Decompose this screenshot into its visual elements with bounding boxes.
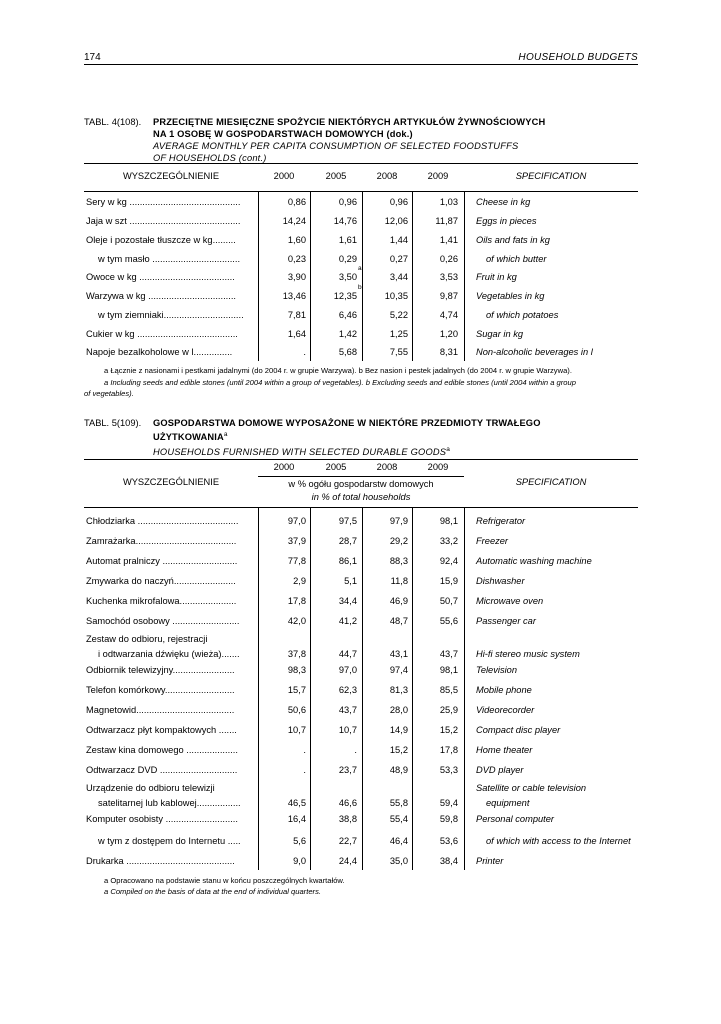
table5-row [84, 834, 638, 852]
table5-row [84, 663, 638, 681]
table5-row-spec: Freezer [476, 536, 509, 546]
table5-row-spec: Videorecorder [476, 705, 535, 715]
table4-row-name: w tym ziemniaki............................... [98, 310, 244, 320]
table5-row-name: Zestaw kina domowego .................... [86, 745, 238, 755]
table5-value-2000: 46,5 [287, 798, 306, 808]
table4-row-spec: Sugar in kg [476, 329, 524, 339]
table5-value-2009: 53,6 [439, 836, 458, 846]
table4-year-2009: 2009 [427, 171, 449, 181]
table5-value-2005: 62,3 [338, 685, 357, 695]
table4-value-2005: 1,42 [338, 329, 357, 339]
table5-year-2005: 2005 [325, 462, 347, 472]
table4-value-2000: 0,86 [287, 197, 306, 207]
table5-row [84, 514, 638, 532]
table4-title-en-1: AVERAGE MONTHLY PER CAPITA CONSUMPTION OF SELECTED FOODSTUFFS [153, 141, 519, 151]
table4-value-2005: 0,29 [338, 254, 357, 264]
table5-row-name-cont: satelitarnej lub kablowej................. [98, 798, 241, 808]
table5-value-2005: 97,0 [338, 665, 357, 675]
table5-value-2000: 10,7 [287, 725, 306, 735]
table4-title-pl-2: NA 1 OSOBĘ W GOSPODARSTWACH DOMOWYCH (dok.) [153, 129, 413, 139]
table5-row [84, 763, 638, 781]
table5-value-2009: 59,8 [439, 814, 458, 824]
table5-title-sup: a [223, 431, 228, 438]
table5-year-2009: 2009 [427, 462, 449, 472]
table4-value-2008: 7,55 [389, 347, 408, 357]
table5-row-spec: Microwave oven [476, 596, 544, 606]
table5-value-2000: 15,7 [287, 685, 306, 695]
table5-row-spec-cont: equipment [486, 798, 530, 808]
table5-value-2000: 42,0 [287, 616, 306, 626]
table4-value-2005: 1,61 [338, 235, 357, 245]
table5-header-rule [84, 507, 638, 508]
table4-value-2009: 1,41 [439, 235, 458, 245]
table5-row-spec: Refrigerator [476, 516, 526, 526]
table4-row-name: Owoce w kg ..................................... [86, 272, 235, 282]
table4-footnote-en-2: of vegetables). [84, 389, 134, 398]
table4-label: TABL. 4(108). [84, 117, 142, 127]
table5-value-2005: 10,7 [338, 725, 357, 735]
table4-value-2005: 12,35 [333, 291, 357, 301]
table4-year-2005: 2005 [325, 171, 347, 181]
table4-row: Warzywa w kg .................................. 13,46 12,35 b 10,35 9,87 Vegetables in kg [86, 284, 545, 301]
table4-value-2000: 1,60 [287, 235, 306, 245]
table5-value-2008: 29,2 [389, 536, 408, 546]
table5-value-2005: 43,7 [338, 705, 357, 715]
table5-row-spec: Satellite or cable television [476, 783, 587, 793]
table5-value-2008: 46,4 [389, 836, 408, 846]
table5-row-name-cont: i odtwarzania dźwięku (wieża)....... [98, 649, 240, 659]
table4-title-pl-1: PRZECIĘTNE MIESIĘCZNE SPOŻYCIE NIEKTÓRYCH ARTYKUŁÓW ŻYWNOŚCIOWYCH [153, 117, 546, 127]
table5-value-2009: 15,2 [439, 725, 458, 735]
table4-value-2009: 9,87 [439, 291, 458, 301]
table4-value-2008: 12,06 [384, 216, 408, 226]
table5-value-2008: 15,2 [389, 745, 408, 755]
table5-value-2005: 28,7 [338, 536, 357, 546]
table4-footnote-pl: a Łącznie z nasionami i pestkami jadalnymi (do 2004 r. w grupie Warzywa). b Bez nasion i pestek jadalnych (do 2004 r. w grupie Warzywa). [104, 366, 572, 375]
table5-label: TABL. 5(109). [84, 418, 142, 428]
table5-value-2008: 48,9 [389, 765, 408, 775]
table5-row [84, 594, 638, 612]
table5-row [84, 743, 638, 761]
table4-row-name: Sery w kg ........................................... [86, 197, 241, 207]
table5-value-2005: 24,4 [338, 856, 357, 866]
table4-row-spec: Eggs in pieces [476, 216, 537, 226]
table5-row-name: Drukarka .......................................... [86, 856, 235, 866]
table5-row-spec: Printer [476, 856, 504, 866]
table4-value-2008: 5,22 [389, 310, 408, 320]
table5-value-2008: 28,0 [389, 705, 408, 715]
table5-value-2008: 43,1 [389, 649, 408, 659]
table5-value-2009: 43,7 [439, 649, 458, 659]
table5-row [84, 632, 638, 665]
table5-row-name: Automat pralniczy ............................. [86, 556, 238, 566]
table4-row-spec: of which butter [486, 254, 547, 264]
table4-col-label: WYSZCZEGÓLNIENIE [122, 171, 220, 181]
table4-value-2000: . [303, 347, 306, 357]
table4-row-name: Warzywa w kg .................................. [86, 291, 236, 301]
table4-value-2000: 1,64 [287, 329, 306, 339]
table5-row-name: Odtwarzacz płyt kompaktowych ....... [86, 725, 237, 735]
table4-top-rule [84, 163, 638, 164]
table5-value-2009: 33,2 [439, 536, 458, 546]
table5-value-2009: 98,1 [439, 665, 458, 675]
table5-value-2005: 41,2 [338, 616, 357, 626]
table5-value-2000: 77,8 [287, 556, 306, 566]
table5-row-spec: Home theater [476, 745, 533, 755]
table5-year-rule [258, 476, 464, 477]
table5-row-name: Komputer osobisty ............................ [86, 814, 238, 824]
table5-row [84, 723, 638, 741]
table5-row [84, 554, 638, 572]
table5-value-2008: 88,3 [389, 556, 408, 566]
header-rule [84, 64, 638, 65]
table5-row-name: Odbiornik telewizyjny........................ [86, 665, 235, 675]
table5-row [84, 703, 638, 721]
table5-value-2009: 25,9 [439, 705, 458, 715]
table4-value-2005: 5,68 [338, 347, 357, 357]
table4-title-en-2: OF HOUSEHOLDS (cont.) [153, 153, 267, 163]
table5-value-2009: 85,5 [439, 685, 458, 695]
table4-value-2005: 6,46 [338, 310, 357, 320]
table5-value-2005: 86,1 [338, 556, 357, 566]
table5-row-spec: DVD player [476, 765, 524, 775]
table5-value-2009: 92,4 [439, 556, 458, 566]
table5-top-rule [84, 459, 638, 460]
table5-row [84, 854, 638, 872]
table5-value-2008: 35,0 [389, 856, 408, 866]
table5-row-name: Kuchenka mikrofalowa...................... [86, 596, 237, 606]
table4-row [84, 233, 638, 251]
table4-row-spec: of which potatoes [486, 310, 559, 320]
table4-row-name: Oleje i pozostałe tłuszcze w kg......... [86, 235, 236, 245]
table4-row [84, 327, 638, 345]
table4-row [84, 308, 638, 326]
table5-row [84, 574, 638, 592]
table5-value-2008: 55,4 [389, 814, 408, 824]
table4-row-name: Jaja w szt ........................................... [86, 216, 241, 226]
table5-row-name: Chłodziarka ....................................... [86, 516, 239, 526]
table4-value-2005: 3,50 [338, 272, 357, 282]
table4-row [84, 195, 638, 213]
table5-value-2008: 55,8 [389, 798, 408, 808]
table5-row [84, 683, 638, 701]
table5-value-2008: 14,9 [389, 725, 408, 735]
table5-value-2005: 44,7 [338, 649, 357, 659]
table5-row-name: Telefon komórkowy........................... [86, 685, 235, 695]
table5-value-2008: 11,8 [390, 576, 408, 586]
table5-row-spec: Hi-fi stereo music system [476, 649, 580, 659]
table5-row [84, 534, 638, 552]
table5-value-2009: 59,4 [439, 798, 458, 808]
table5-row-spec: Mobile phone [476, 685, 532, 695]
table4-value-2005: 14,76 [333, 216, 357, 226]
table4-value-2008: 1,44 [389, 235, 408, 245]
table4-value-2000: 13,46 [282, 291, 306, 301]
table5-row-spec: Automatic washing machine [476, 556, 592, 566]
table5-row-spec: Dishwasher [476, 576, 525, 586]
table4-row: Owoce w kg ..................................... 3,90 3,50 a 3,44 3,53 Fruit in kg [86, 265, 517, 282]
table5-year-2008: 2008 [376, 462, 398, 472]
table4-row-spec: Oils and fats in kg [476, 235, 550, 245]
table5-value-2008: 97,9 [389, 516, 408, 526]
table5-row-name: Magnetowid...................................... [86, 705, 235, 715]
table5-value-2005: 97,5 [338, 516, 357, 526]
table5-row-spec: Personal computer [476, 814, 555, 824]
table4-value-2000: 14,24 [282, 216, 306, 226]
table4-value-2008: 3,44 [389, 272, 408, 282]
table5-value-2000: 50,6 [287, 705, 306, 715]
table5-row-name: Zmywarka do naczyń........................ [86, 576, 236, 586]
table5-row-name: Zamrażarka....................................... [86, 536, 237, 546]
table4-value-2009: 0,26 [439, 254, 458, 264]
table5-value-2008: 97,4 [389, 665, 408, 675]
table5-value-2000: 37,9 [287, 536, 306, 546]
table5-value-2000: 16,4 [287, 814, 306, 824]
running-title: HOUSEHOLD BUDGETS [518, 52, 638, 63]
table5-value-2000: 9,0 [293, 856, 306, 866]
table5-title-pl-2: UŻYTKOWANIA [153, 432, 224, 442]
table4-value-2005: 0,96 [338, 197, 357, 207]
table5-year-2000: 2000 [273, 462, 295, 472]
table4-value-2008: 0,27 [389, 254, 408, 264]
page-number: 174 [84, 52, 101, 63]
table5-value-2000: . [303, 745, 306, 755]
table5-value-2000: 37,8 [287, 649, 306, 659]
table5-value-2009: 38,4 [439, 856, 458, 866]
table5-value-2005: 5,1 [344, 576, 357, 586]
table4-value-2009: 3,53 [439, 272, 458, 282]
table4-year-2008: 2008 [376, 171, 398, 181]
table4-row-spec: Vegetables in kg [476, 291, 545, 301]
table5-value-2005: 22,7 [338, 836, 357, 846]
table5-value-2005: 23,7 [338, 765, 357, 775]
table5-value-2008: 46,9 [389, 596, 408, 606]
table4-row-spec: Non-alcoholic beverages in l [476, 347, 593, 357]
table4-row-spec: Cheese in kg [476, 197, 531, 207]
table5-value-2000: 17,8 [287, 596, 306, 606]
table5-title-en-sup: a [446, 446, 450, 453]
table5-value-2008: 81,3 [389, 685, 408, 695]
table5-unit-pl: w % ogółu gospodarstw domowych [288, 479, 434, 489]
table5-value-2009: 55,6 [439, 616, 458, 626]
table4-row-name: w tym masło .................................. [98, 254, 241, 264]
table5-value-2000: 97,0 [287, 516, 306, 526]
table5-row-name: Odtwarzacz DVD .............................. [86, 765, 238, 775]
table5-row-spec: of which with access to the Internet [486, 836, 631, 846]
table4-value-2008: 0,96 [389, 197, 408, 207]
table4-value-2009: 4,74 [439, 310, 458, 320]
table5-footnote-pl: a Opracowano na podstawie stanu w końcu poszczególnych kwartałów. [104, 876, 345, 885]
table5-unit-en: in % of total households [311, 492, 411, 502]
table5-value-2000: 5,6 [293, 836, 306, 846]
table5-value-2009: 50,7 [439, 596, 458, 606]
table4-value-2009: 8,31 [439, 347, 458, 357]
table4-caption [84, 116, 638, 164]
table5-caption [84, 417, 638, 459]
table4-value-2008: 10,35 [384, 291, 408, 301]
table5-footnote-en: a Compiled on the basis of data at the end of individual quarters. [104, 887, 321, 896]
table5-row-spec: Television [476, 665, 518, 675]
table4-value-2009: 11,87 [435, 216, 458, 226]
table4-row-name: Napoje bezalkoholowe w l............... [86, 347, 233, 357]
table5-value-2000: 2,9 [293, 576, 306, 586]
table5-title-en: HOUSEHOLDS FURNISHED WITH SELECTED DURABLE GOODS [153, 447, 447, 457]
table4-value-2009: 1,03 [439, 197, 458, 207]
table5-value-2008: 48,7 [389, 616, 408, 626]
table5-row [84, 614, 638, 632]
table4-value-2000: 3,90 [287, 272, 306, 282]
table4-footnote-en-1: a Including seeds and edible stones (until 2004 within a group of vegetables). b Excluding seeds and edible stones (until 2004 within a group [104, 378, 576, 387]
table5-value-2009: 53,3 [439, 765, 458, 775]
table5-row-name: Samochód osobowy .......................... [86, 616, 240, 626]
table5-col-label: WYSZCZEGÓLNIENIE [122, 477, 220, 487]
table5-value-2005: 46,6 [338, 798, 357, 808]
table4-col-spec: SPECIFICATION [515, 171, 587, 181]
table4-value-2000: 7,81 [287, 310, 306, 320]
table4-value-2000: 0,23 [287, 254, 306, 264]
table5-title-pl-1: GOSPODARSTWA DOMOWE WYPOSAŻONE W NIEKTÓRE PRZEDMIOTY TRWAŁEGO [153, 418, 541, 428]
table5-value-2005: 38,8 [338, 814, 357, 824]
table4-row-spec: Fruit in kg [476, 272, 517, 282]
table5-row-name: w tym z dostępem do Internetu ..... [98, 836, 241, 846]
table4-value-2008: 1,25 [389, 329, 408, 339]
table4-row [84, 345, 638, 363]
table5-row-name: Zestaw do odbioru, rejestracji [86, 634, 208, 644]
table5-row [84, 781, 638, 814]
table4-value-2009: 1,20 [439, 329, 458, 339]
table5-value-2009: 98,1 [439, 516, 458, 526]
table5-row-spec: Compact disc player [476, 725, 561, 735]
table5-row-spec: Passenger car [476, 616, 536, 626]
table5-row-name: Urządzenie do odbioru telewizji [86, 783, 215, 793]
table4-row [84, 214, 638, 232]
table5-value-2009: 17,8 [439, 745, 458, 755]
table4-year-2000: 2000 [273, 171, 295, 181]
table5-value-2000: 98,3 [287, 665, 306, 675]
table5-value-2000: . [303, 765, 306, 775]
table5-value-2009: 15,9 [439, 576, 458, 586]
table4-header-rule [84, 191, 638, 192]
table5-row [84, 812, 638, 830]
table5-col-spec: SPECIFICATION [515, 477, 587, 487]
table4-row-name: Cukier w kg ....................................... [86, 329, 238, 339]
table5-value-2005: . [354, 745, 357, 755]
table5-value-2005: 34,4 [338, 596, 357, 606]
